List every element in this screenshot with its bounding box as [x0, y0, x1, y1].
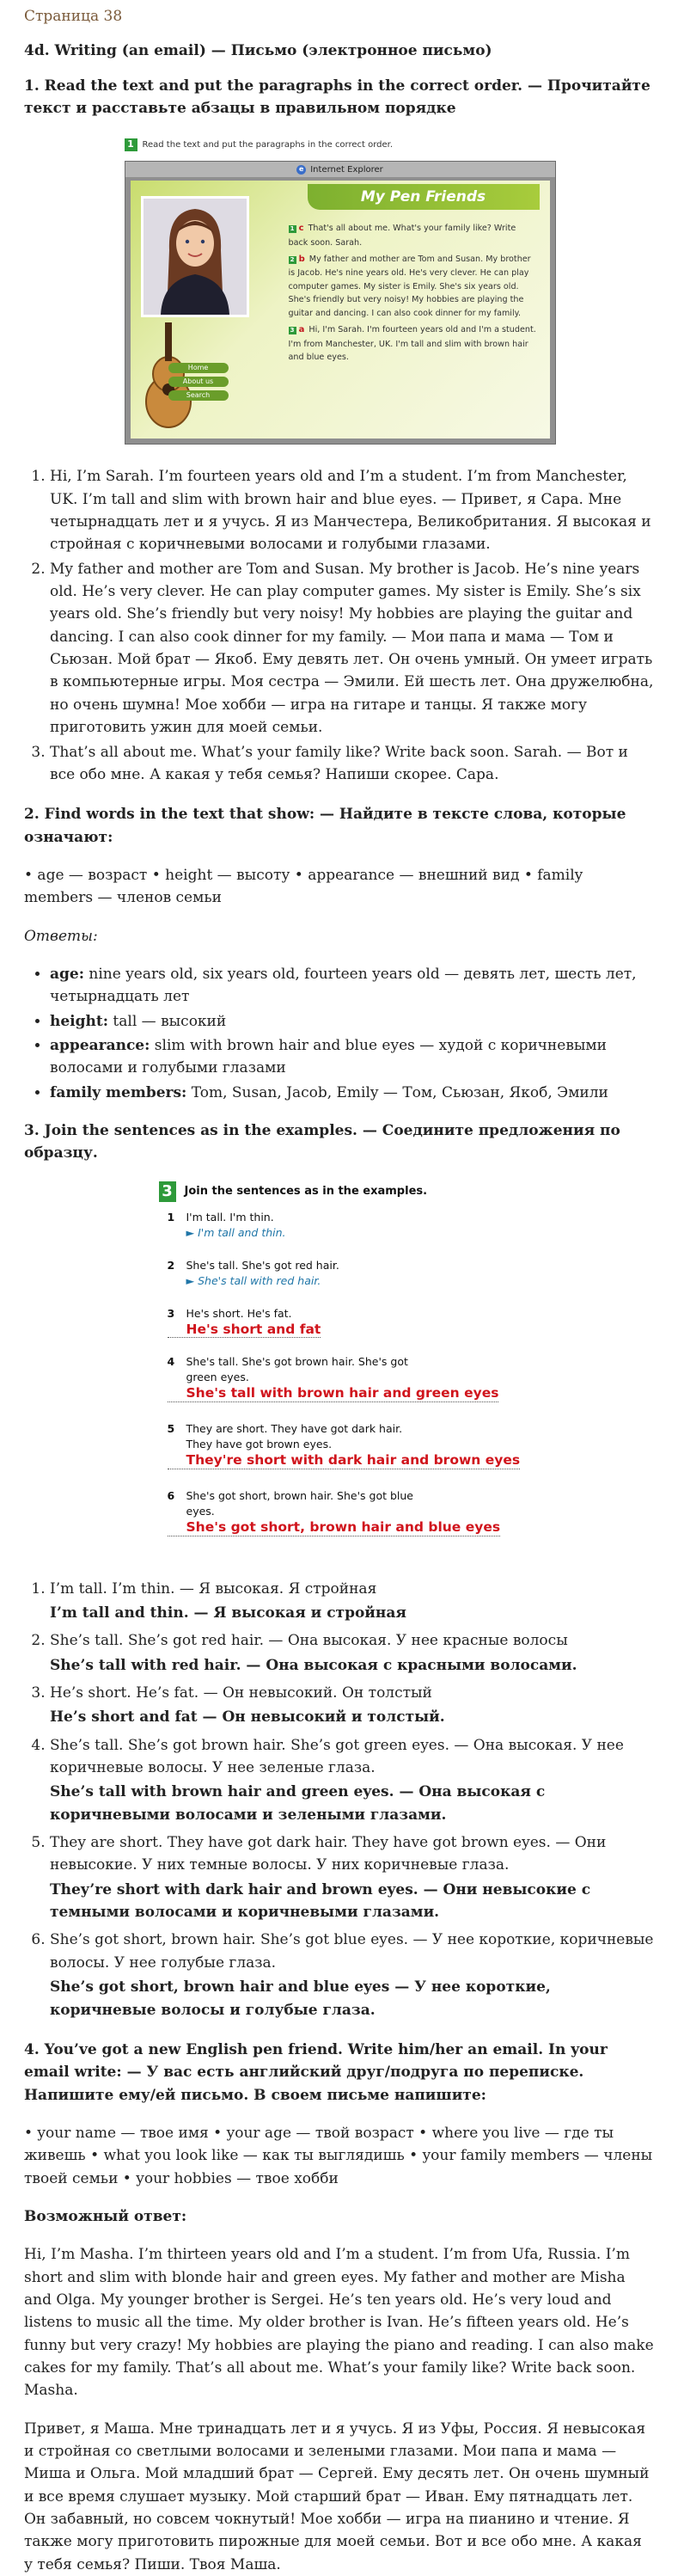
exercise-example: ► I'm tall and thin. — [186, 1225, 286, 1239]
task2-heading: 2. Find words in the text that show: — Найдите в тексте слова, которые означают: — [24, 806, 626, 846]
answer-text: Tom, Susan, Jacob, Emily — Том, Сьюзан, Якоб, Эмили — [186, 1083, 608, 1101]
task4-answer-russian: Привет, я Маша. Мне тринадцать лет и я учусь. Я из Уфы, Россия. Я невысокая и стройная со светлыми волосами и зелеными глазами. Мои папа и мама — Миша и Ольга. Мой младший брат — Сергей. Ему десять лет. Он очень шумный и все время слушает музыку. Мой старший брат — Иван. Ему пятнадцать лет. Он забавный, но совсем чокнутый! Мое хобби — игра на пианино и чтение. Я также могу приготовить пирожные для моей семьи. Вот и все обо мне. А какая у тебя семья? Пиши. Твоя Маша. — [24, 2420, 650, 2573]
textbook-figure-3 — [159, 1181, 520, 1559]
girl-photo — [141, 196, 249, 317]
task3-answer-item — [50, 1682, 654, 1729]
question-text: She’s got short, brown hair. She’s got blue eyes. — У нее короткие, коричневые волосы. У нее голубые глаза. — [50, 1931, 654, 1972]
exercise-number: 5 — [167, 1421, 175, 1435]
question-text: She’s tall. She’s got red hair. — Она высокая. У нее красные волосы — [50, 1632, 568, 1650]
internet-explorer-icon: e — [296, 165, 306, 175]
task3-answer-item — [50, 1578, 654, 1625]
nav-home-button[interactable]: Home — [168, 363, 229, 373]
answer-text: They’re short with dark hair and brown eyes. — Они невысокие с темными волосами и коричневыми глазами. — [50, 1880, 591, 1922]
exercise-number: 4 — [167, 1354, 175, 1368]
browser-title: Internet Explorer — [310, 164, 383, 175]
task3-answer-item — [50, 1831, 654, 1923]
figure1-instruction — [125, 135, 554, 154]
task1-answers — [24, 465, 654, 786]
paragraph-text: Hi, I'm Sarah. I'm fourteen years old and I'm a student. I'm from Manchester, UK. I'm tall and slim with brown hair and blue eyes. — [288, 325, 536, 363]
task2-answer-item — [50, 1082, 654, 1104]
task1-answer-item: 3. That’s all about me. What’s your family like? Write back soon. Sarah. — Вот и все обо мне. А какая у тебя семья? Напиши скорее. Сара. — [50, 741, 654, 787]
exercise-item — [168, 1354, 499, 1402]
answer-text: She’s tall with brown hair and green eyes. — Она высокая с коричневыми волосами и зелеными глазами. — [50, 1783, 546, 1824]
exercise-number: 6 — [167, 1488, 175, 1502]
exercise-number: 3 — [167, 1306, 175, 1320]
handwritten-answer: She's tall with brown hair and green eyes — [168, 1385, 499, 1402]
answer-text: She’s tall with red hair. — Она высокая с красными волосами. — [50, 1656, 577, 1674]
question-text: They are short. They have got dark hair. They have got brown eyes. — Они невысокие. У них темные волосы. У них коричневые глаза. — [50, 1834, 607, 1874]
exercise-line: They are short. They have got dark hair. — [186, 1421, 403, 1435]
exercise-line: I'm tall. I'm thin. — [186, 1210, 274, 1224]
paragraph-letter: a — [298, 325, 305, 335]
task1-answer-item: 2. My father and mother are Tom and Susan. My brother is Jacob. He’s nine years old. He’s very clever. He can play computer games. My sister is Emily. She’s six years old. She’s friendly but very noisy! My hobbies are playing the guitar and dancing. I can also cook dinner for my family. — Мои папа и мама — Том и Сьюзан. Мой брат — Якоб. Ему девять лет. Он очень умный. Он умеет играть в компьютерные игры. Моя сестра — Эмили. Ей шесть лет. Она дружелюбна, но очень шумна! Мое хобби — игра на гитаре и танцы. Я также могу приготовить ужин для моей семьи. — [50, 558, 654, 739]
figure3-instruction-text: Join the sentences as in the examples. — [184, 1184, 428, 1198]
exercise-line: eyes. — [186, 1504, 215, 1518]
task3-answer-item — [50, 1629, 654, 1677]
handwritten-answer: They're short with dark hair and brown eyes — [168, 1452, 521, 1469]
browser-content — [131, 181, 550, 439]
answer-term: appearance: — [50, 1036, 150, 1054]
exercise-line: She's tall. She's got brown hair. She's got — [186, 1354, 408, 1368]
task4-heading: 4. You’ve got a new English pen friend. Write him/her an email. In your email write: — У вас есть английский друг/подруга по переписке. Напишите ему/ей письмо. В своем письме напишите: — [24, 2040, 608, 2104]
exercise-item — [168, 1210, 286, 1241]
task2-answers — [24, 963, 654, 1104]
exercise-line: green eyes. — [186, 1370, 249, 1383]
answers-label: Ответы: — [24, 927, 98, 945]
answer-term: family members: — [50, 1083, 187, 1101]
browser-window — [125, 161, 556, 445]
answer-text: I’m tall and thin. — Я высокая и стройная — [50, 1604, 406, 1622]
exercise-item — [168, 1421, 521, 1469]
nav-search-button[interactable]: Search — [168, 390, 229, 401]
answer-text: tall — высокий — [108, 1012, 227, 1030]
answer-text: nine years old, six years old, fourteen years old — девять лет, шесть лет, четырнадцать лет — [50, 965, 637, 1006]
figure3-instruction — [159, 1181, 520, 1203]
nav-about-button[interactable]: About us — [168, 377, 229, 387]
exercise-number: 1 — [167, 1210, 175, 1224]
figure1-instruction-number: 1 — [125, 138, 137, 151]
figure1-paragraph — [289, 323, 538, 364]
handwritten-answer: She's got short, brown hair and blue eyes — [168, 1519, 501, 1536]
figure1-instruction-text: Read the text and put the paragraphs in the correct order. — [142, 139, 394, 150]
exercise-example: ► She's tall with red hair. — [186, 1273, 321, 1287]
figure1-paragraph — [289, 222, 538, 249]
paragraph-letter: c — [298, 224, 304, 234]
task3-heading: 3. Join the sentences as in the examples. — Соедините предложения по образцу. — [24, 1121, 620, 1162]
exercise-line: She's got short, brown hair. She's got blue — [186, 1488, 414, 1502]
textbook-figure-1 — [125, 135, 554, 445]
handwritten-answer: He's short and fat — [168, 1322, 321, 1339]
exercise-item — [168, 1306, 321, 1339]
figure1-paragraph — [289, 253, 538, 320]
figure1-paragraphs — [289, 222, 538, 367]
task4-answer-english: Hi, I’m Masha. I’m thirteen years old and I’m a student. I’m from Ufa, Russia. I’m short and slim with blonde hair and green eyes. My father and mother are Misha and Olga. My younger brother is Sergei. He’s ten years old. He’s very loud and listens to music all the time. My older brother is Ivan. He’s fifteen years old. He’s funny but very crazy! My hobbies are playing the piano and reading. I can also make cakes for my family. That’s all about me. What’s your family like? Write back soon. Masha. — [24, 2246, 654, 2400]
task2-prompt: • age — возраст • height — высоту • appearance — внешний вид • family members — членов семьи — [24, 866, 583, 907]
paragraph-number: 1 — [289, 225, 296, 233]
task1-answer-item: 1. Hi, I’m Sarah. I’m fourteen years old and I’m a student. I’m from Manchester, UK. I’m tall and slim with brown hair and blue eyes. — Привет, я Сара. Мне четырнадцать лет и я учусь. Я из Манчестера, Великобритания. Я высокая и стройная с коричневыми волосами и голубыми глазами. — [50, 465, 654, 555]
figure3-number: 3 — [159, 1181, 176, 1202]
paragraph-number: 2 — [289, 256, 296, 264]
question-text: He’s short. He’s fat. — Он невысокий. Он толстый — [50, 1684, 432, 1702]
paragraph-number: 3 — [289, 327, 296, 334]
exercise-line: They have got brown eyes. — [186, 1437, 333, 1451]
answer-text: slim with brown hair and blue eyes — худой с коричневыми волосами и голубыми глазами — [50, 1036, 607, 1077]
paragraph-text: My father and mother are Tom and Susan. My brother is Jacob. He's nine years old. He's very clever. He can play computer games. My sister is Emily. She's six years old. She's friendly but very noisy! My hobbies are playing the guitar and dancing. I can also cook dinner for my family. — [288, 255, 531, 318]
answer-term: age: — [50, 965, 84, 983]
answer-text: She’s got short, brown hair and blue eyes — У нее короткие, коричневые волосы и голубые глаза. — [50, 1978, 551, 2019]
exercise-line: He's short. He's fat. — [186, 1306, 292, 1320]
exercise-item — [168, 1488, 501, 1536]
task2-answer-item — [50, 1034, 654, 1080]
answer-text: He’s short and fat — Он невысокий и толстый. — [50, 1708, 445, 1727]
paragraph-letter: b — [298, 255, 305, 265]
task2-answer-item — [50, 1010, 654, 1033]
task3-answers — [24, 1578, 654, 2021]
task4-prompt: • your name — твое имя • your age — твой возраст • where you live — где ты живешь • what you look like — как ты выглядишь • your family members — члены твоей семьи • your hobbies — твое хобби — [24, 2124, 653, 2187]
question-text: She’s tall. She’s got brown hair. She’s got green eyes. — Она высокая. У нее коричневые волосы. У нее зеленые глаза. — [50, 1736, 624, 1777]
answer-term: height: — [50, 1012, 109, 1030]
page-label: Страница 38 — [24, 8, 123, 25]
exercise-number: 2 — [167, 1258, 175, 1272]
section-title: 4d. Writing (an email) — Письмо (электронное письмо) — [24, 42, 492, 60]
task3-answer-item — [50, 1734, 654, 1826]
question-text: I’m tall. I’m thin. — Я высокая. Я стройная — [50, 1579, 377, 1598]
browser-titlebar — [125, 162, 555, 177]
task2-answer-item — [50, 963, 654, 1009]
task3-answer-item — [50, 1929, 654, 2021]
exercise-line: She's tall. She's got red hair. — [186, 1258, 339, 1272]
possible-answer-label: Возможный ответ: — [24, 2207, 187, 2225]
site-title: My Pen Friends — [308, 184, 540, 210]
task1-heading: 1. Read the text and put the paragraphs in the correct order. — Прочитайте текст и расставьте абзацы в правильном порядке — [24, 77, 651, 118]
exercise-item — [168, 1258, 339, 1289]
paragraph-text: That's all about me. What's your family like? Write back soon. Sarah. — [288, 224, 516, 248]
